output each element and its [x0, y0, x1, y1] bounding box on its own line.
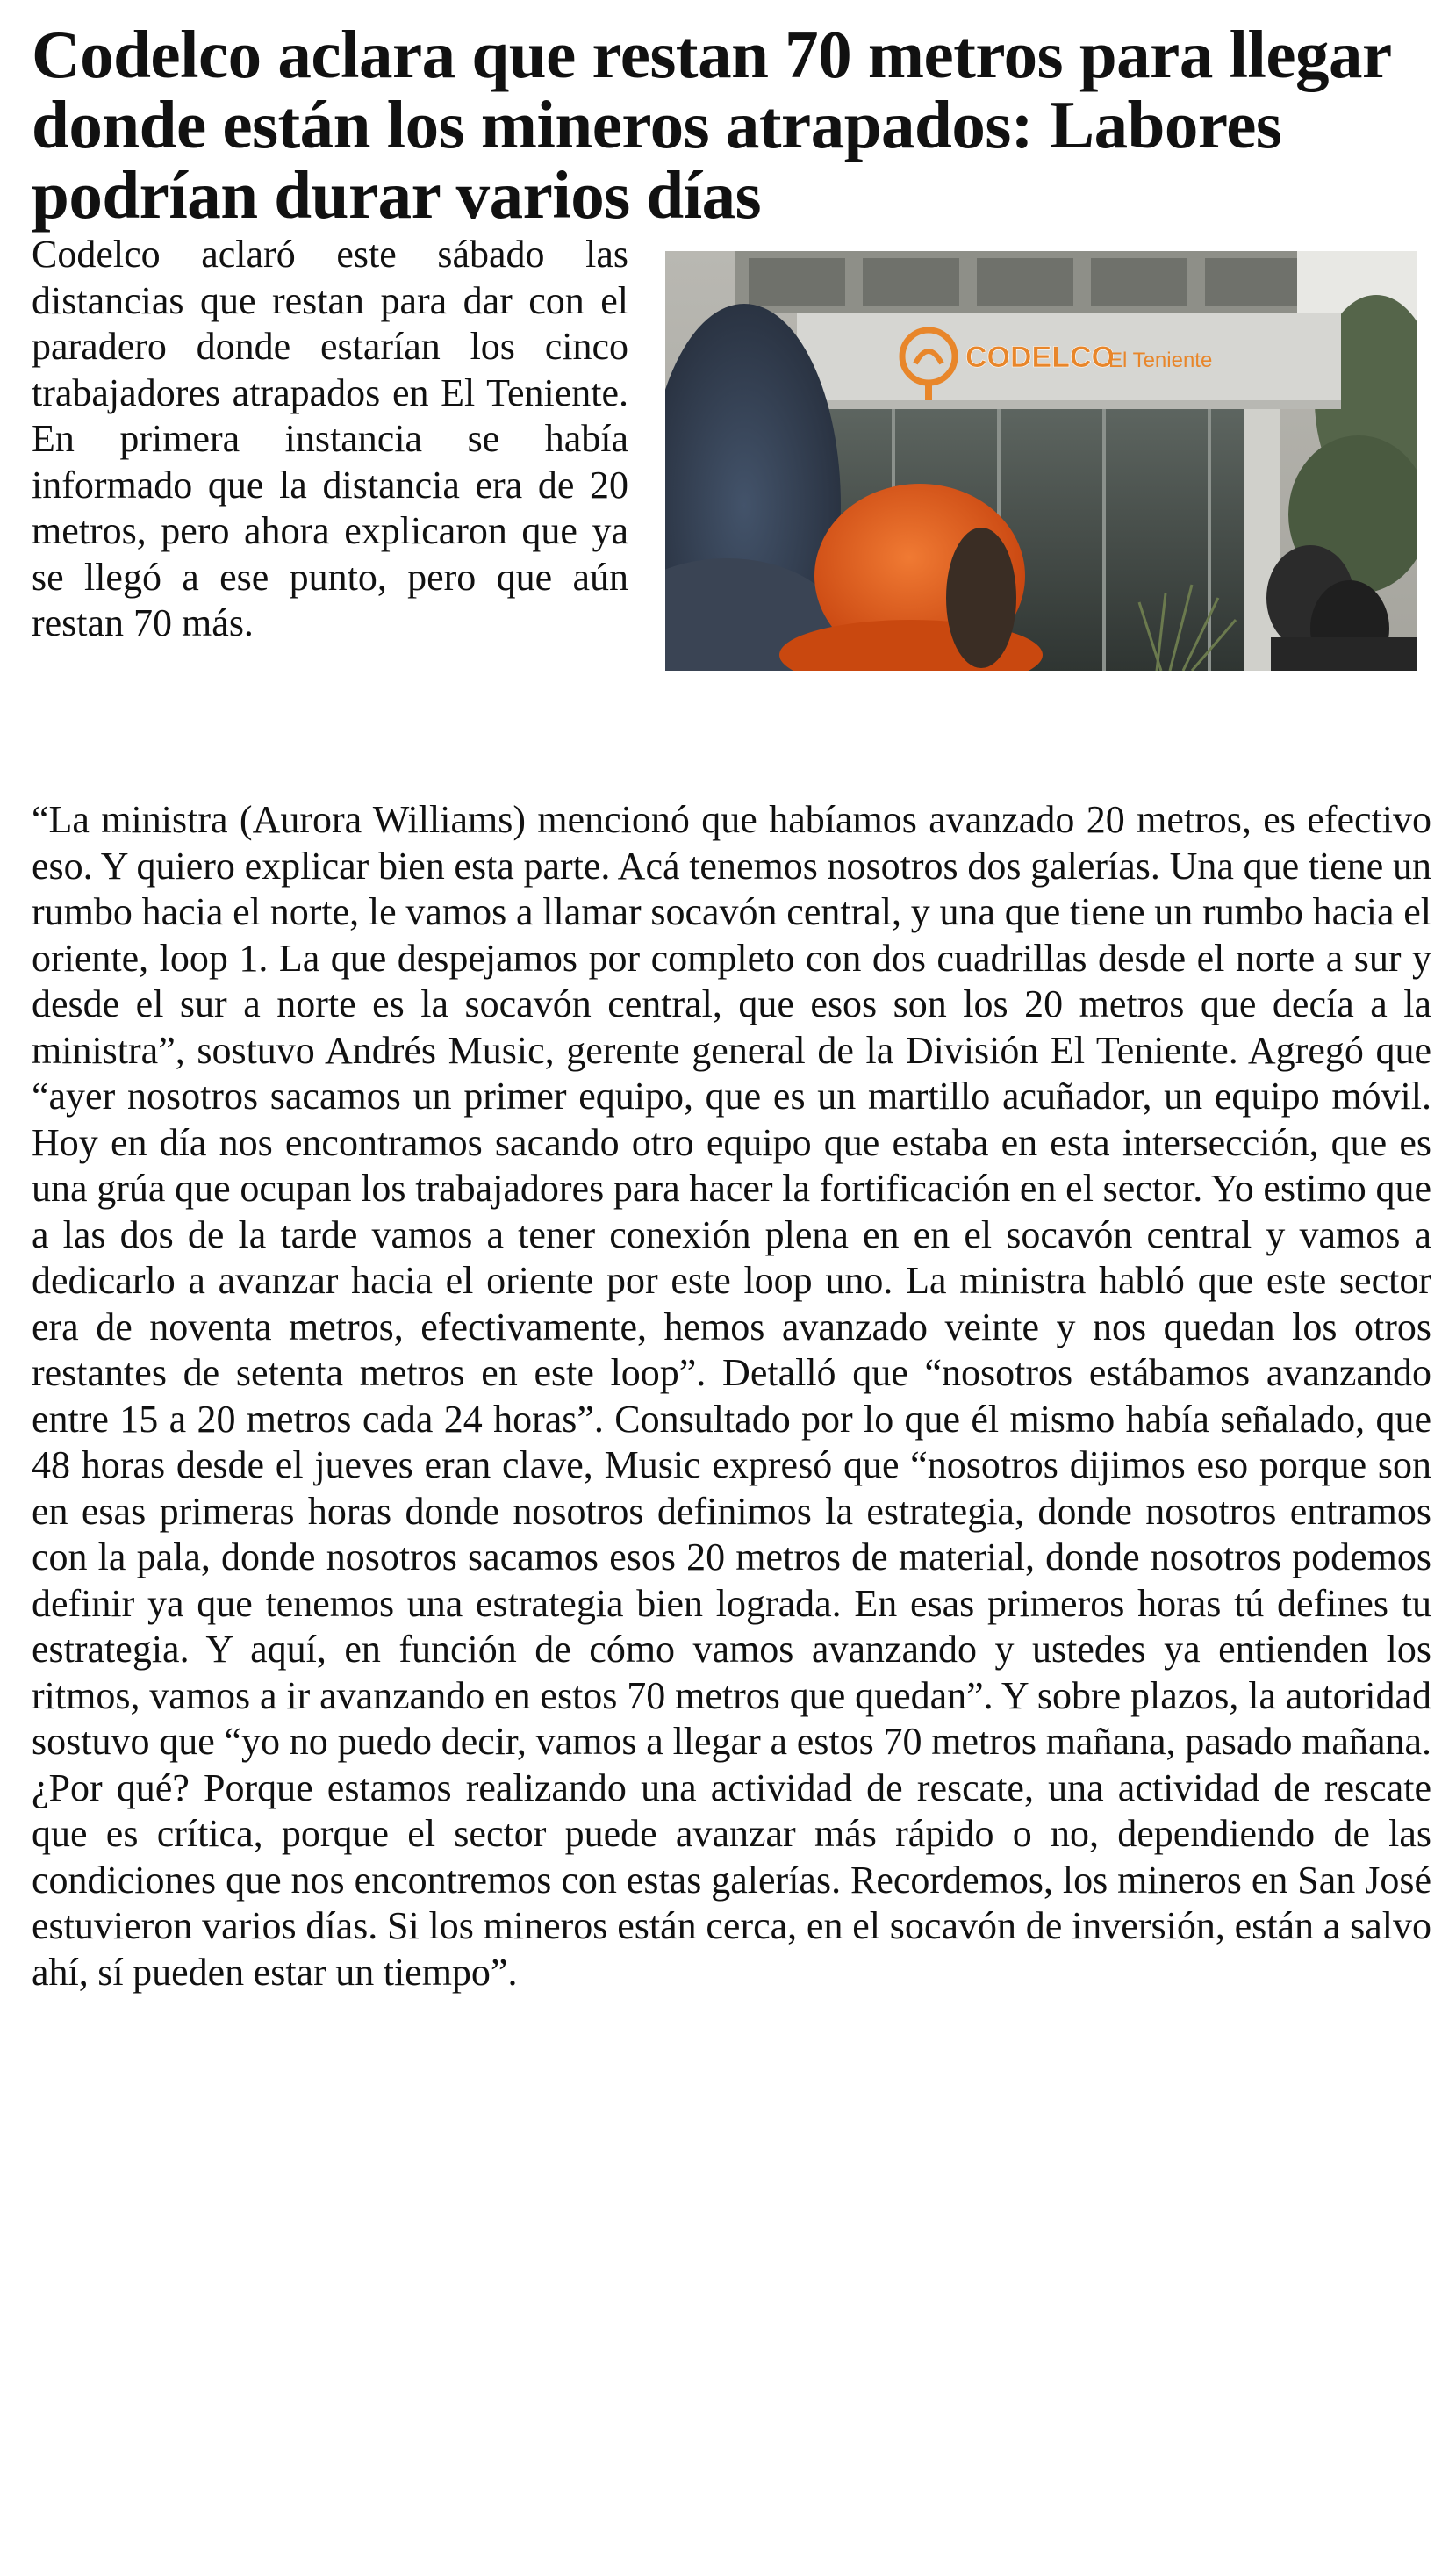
lead-section [32, 232, 1431, 797]
sign-division-text: El Teniente [1108, 349, 1213, 372]
sign-brand-text: CODELCO [965, 341, 1115, 374]
headline: Codelco aclara que restan 70 metros para llegar donde están los mineros atrapados: Labores podrían durar varios días [32, 17, 1391, 233]
body-paragraph: “La ministra (Aurora Williams) mencionó que habíamos avanzado 20 metros, es efectivo eso. Y quiero explicar bien esta parte. Acá tenemos nosotros dos galerías. Una que tiene un rumbo hacia el norte, le vamos a llamar socavón central, y una que tiene un rumbo hacia el oriente, loop 1. La que despejamos por completo con dos cuadrillas desde el norte a sur y desde el sur a norte es la socavón central, que esos son los 20 metros que decía a la ministra”, sostuvo Andrés Music, gerente general de la División El Teniente. Agregó que “ayer nosotros sacamos un primer equipo, que es un martillo acuñador, un equipo móvil. Hoy en día nos encontramos sacando otro equipo que estaba en esta intersección, que es una grúa que ocupan los trabajadores para hacer la fortificación en el sector. Yo estimo que a las dos de la tarde vamos a tener conexión plena en en el socavón central y vamos a dedicarlo a avanzar hacia el oriente por este loop uno. La ministra habló que este sector era de noventa metros, efectivamente, hemos avanzado veinte y nos quedan los otros restantes de setenta metros en este loop”. Detalló que “nosotros estábamos avanzando entre 15 a 20 metros cada 24 horas”. Consultado por lo que él mismo había señalado, que 48 horas desde el jueves eran clave, Music expresó que “nosotros dijimos eso porque son en esas primeras horas donde nosotros definimos la estrategia, donde nosotros entramos con la pala, donde nosotros sacamos esos 20 metros de material, donde nosotros podemos definir ya que tenemos una estrategia bien lograda. En esas primeros horas tú defines tu estrategia. Y aquí, en función de cómo vamos avanzando y ustedes ya entienden los ritmos, vamos a ir avanzando en estos 70 metros que quedan”. Y sobre plazos, la autoridad sostuvo que “yo no puedo decir, vamos a llegar a estos 70 metros mañana, pasado mañana. ¿Por qué? Porque estamos realizando una actividad de rescate, una actividad de rescate que es crítica, porque el sector puede avanzar más rápido o no, dependiendo de las condiciones que nos encontremos con estas galerías. Recordemos, los mineros en San José estuvieron varios días. Si los mineros están cerca, en el socavón de inversión, están a salvo ahí, sí pueden estar un tiempo”. [32, 798, 1431, 1994]
codelco-building-photo [665, 251, 1417, 671]
lead-paragraph: Codelco aclaró este sábado las distancias que restan para dar con el paradero donde estarían los cinco trabajadores atrapados en El Teniente. En primera instancia se había informado que la distancia era de 20 metros, pero ahora explicaron que ya se llegó a ese punto, pero que aún restan 70 más. [32, 233, 628, 644]
article-photo [665, 251, 1417, 671]
